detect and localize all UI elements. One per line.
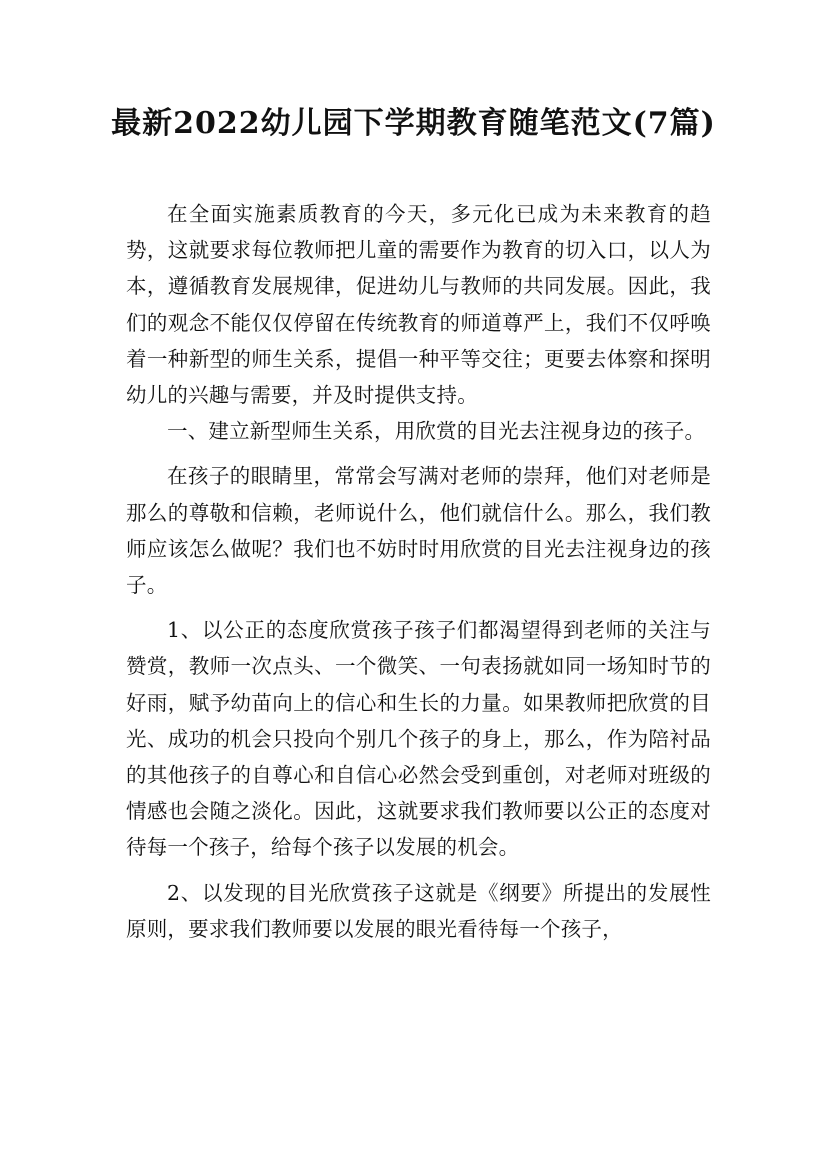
paragraph-heading-one: 一、建立新型师生关系，用欣赏的目光去注视身边的孩子。 [167,419,706,444]
paragraph-point-1: 1、以公正的态度欣赏孩子孩子们都渴望得到老师的关注与赞赏，教师一次点头、一个微笑、一句表扬就如同一场知时节的好雨，赋予幼苗向上的信心和生长的力量。如果教师把欣赏的目光、成功的机会只投向个别几个孩子的身上，那么，作为陪衬品的其他孩子的自尊心和自信心必然会受到重创，对老师对班级的情感也会随之淡化。因此，这就要求我们教师要以公正的态度对待每一个孩子，给每个孩子以发展的机会。 [126,618,711,860]
paragraph-intro: 在全面实施素质教育的今天，多元化已成为未来教育的趋势，这就要求每位教师把儿童的需要作为教育的切入口，以人为本，遵循教育发展规律，促进幼儿与教师的共同发展。因此，我们的观念不能仅仅停留在传统教育的师道尊严上，我们不仅呼唤着一种新型的师生关系，提倡一种平等交往；更要去体察和探明幼儿的兴趣与需要，并及时提供支持。 [126,202,711,408]
paragraph-point-2: 2、以发现的目光欣赏孩子这就是《纲要》所提出的发展性原则，要求我们教师要以发展的眼光看待每一个孩子， [126,880,711,941]
document-body [126,196,711,947]
paragraph-admiration: 在孩子的眼睛里，常常会写满对老师的崇拜，他们对老师是那么的尊敬和信赖，老师说什么，他们就信什么。那么，我们教师应该怎么做呢？我们也不妨时时用欣赏的目光去注视身边的孩子。 [126,464,711,598]
document-title: 最新2022幼儿园下学期教育随笔范文(7篇) [111,106,716,141]
